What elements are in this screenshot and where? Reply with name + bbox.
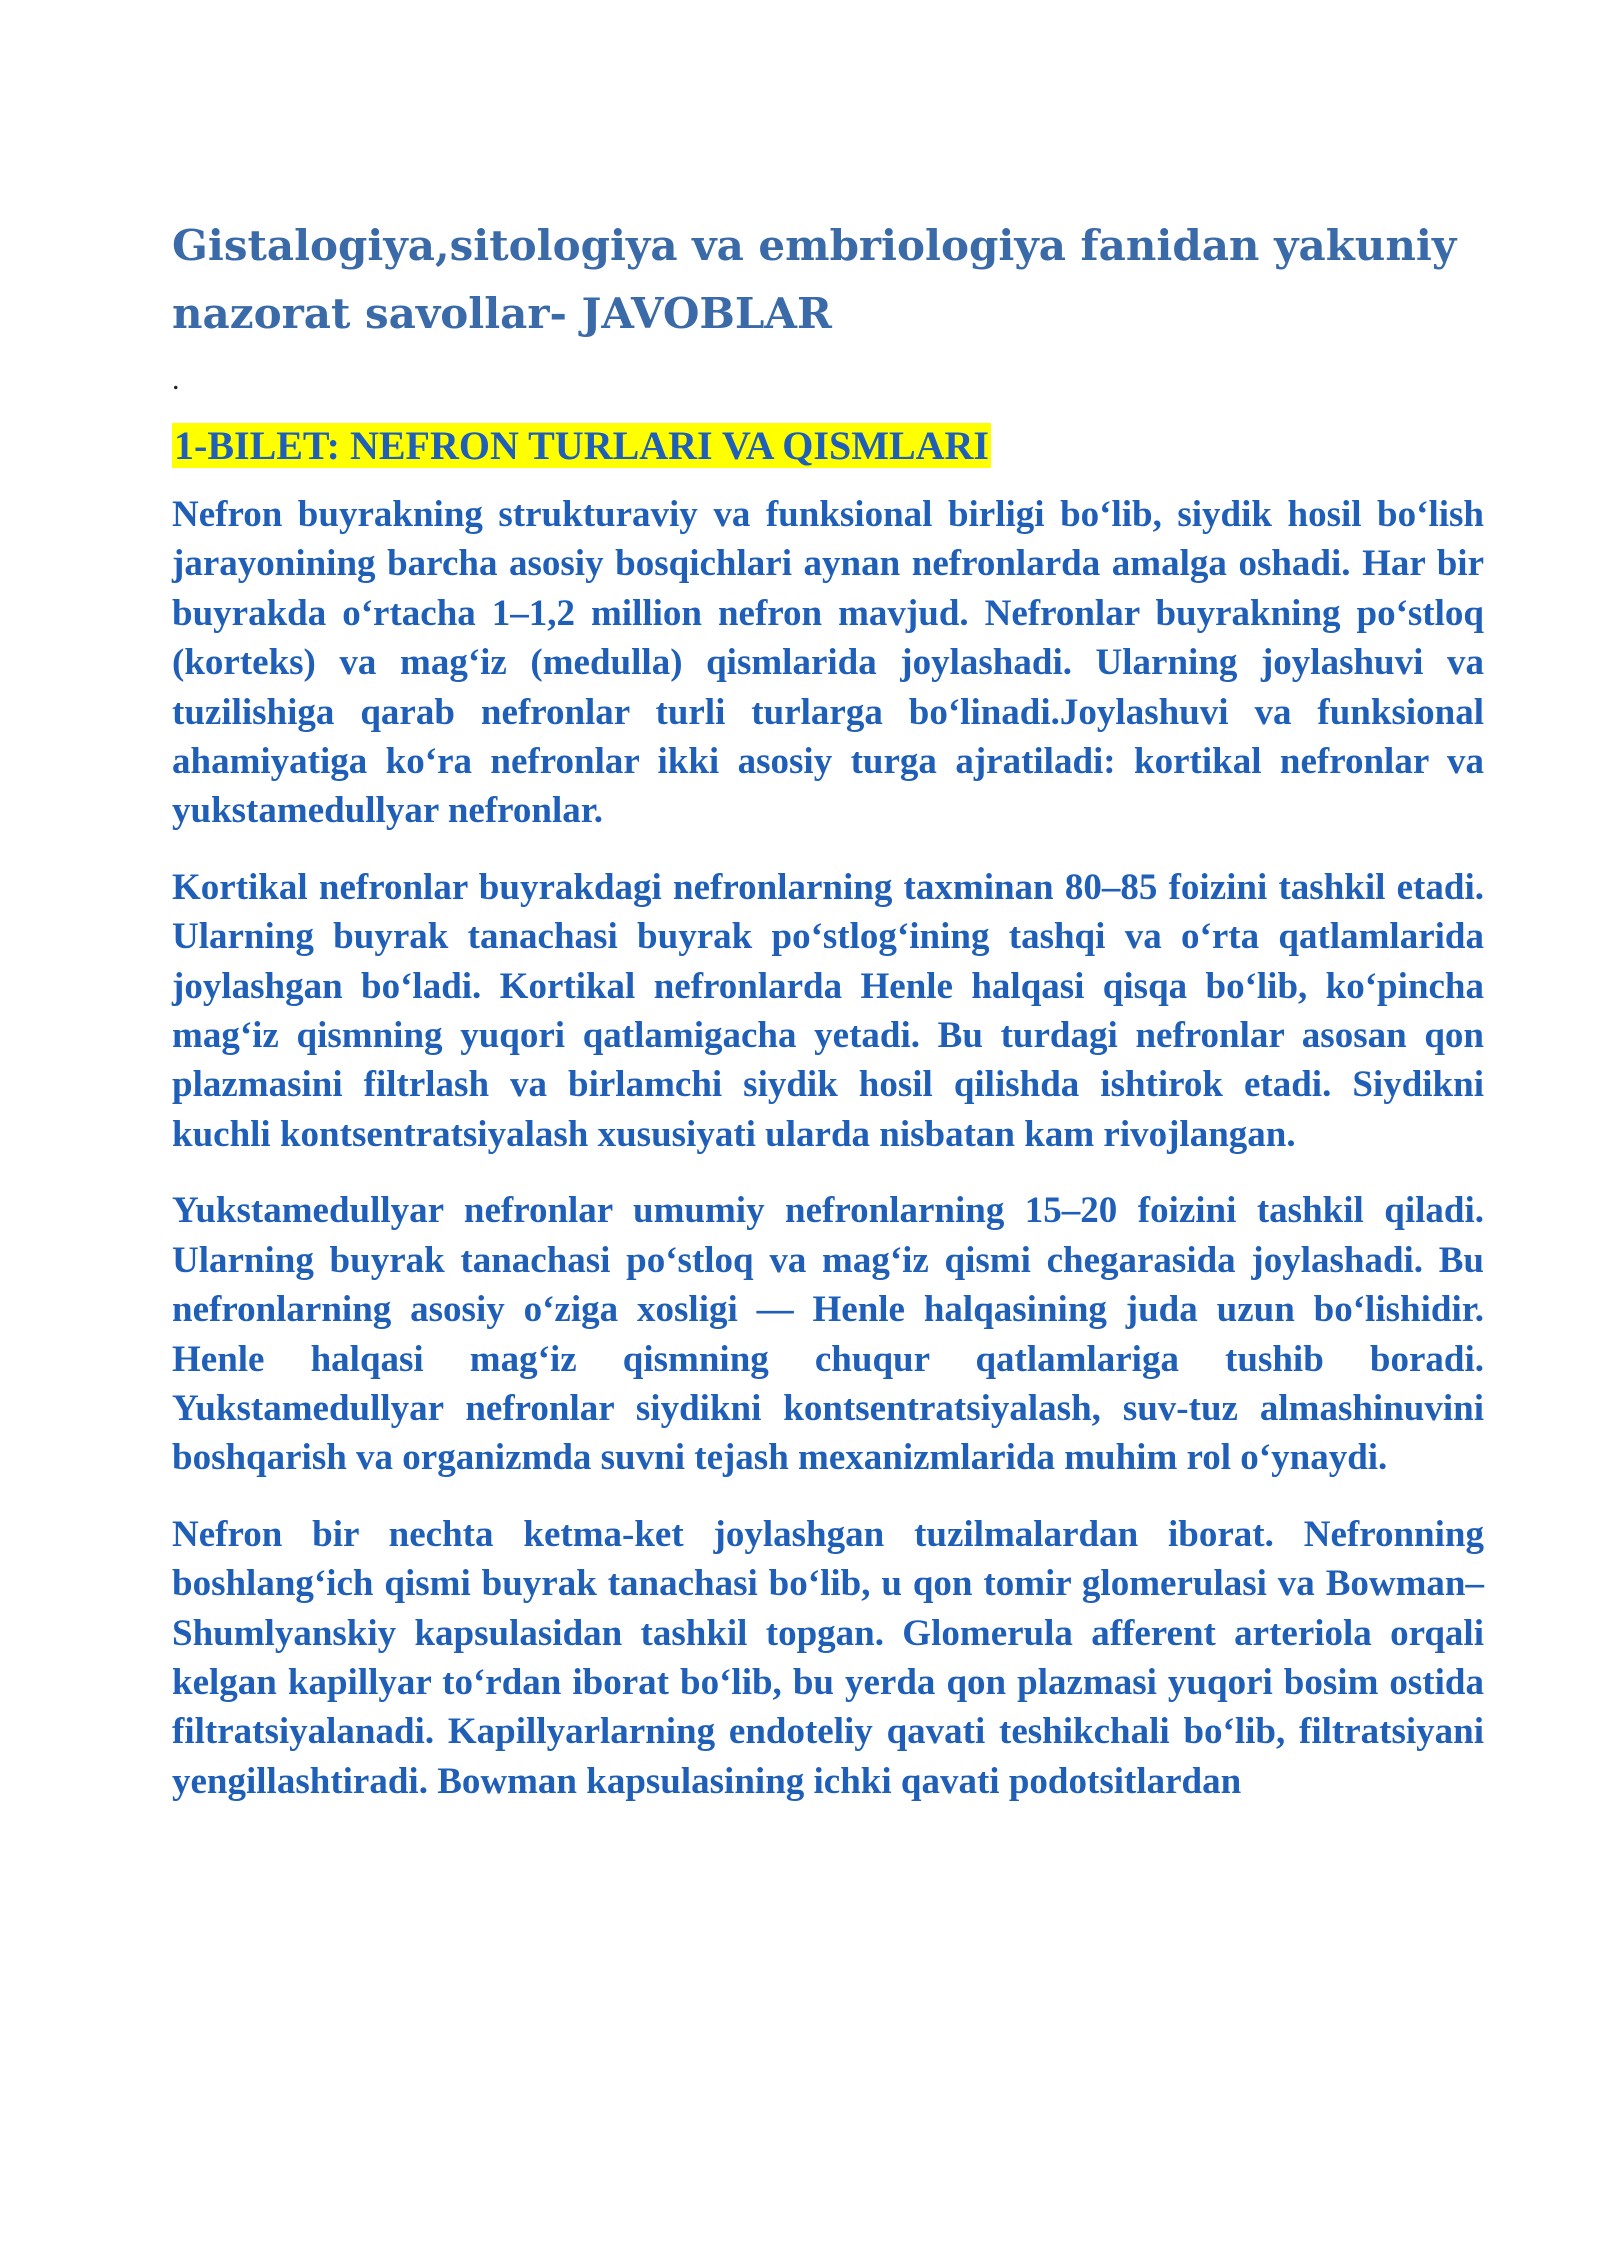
paragraph-cortical-nephrons: Kortikal nefronlar buyrakdagi nefronlarning taxminan 80–85 foizini tashkil etadi. Ularning buyrak tanachasi buyrak po‘stlog‘ining tashqi va o‘rta qatlamlarida joylashgan bo‘ladi. Kortikal nefronlarda Henle halqasi qisqa bo‘lib, ko‘pincha mag‘iz qismning yuqori qatlamigacha yetadi. Bu turdagi nefronlar asosan qon plazmasini filtrlash va birlamchi siydik hosil qilishda ishtirok etadi. Siydikni kuchli kontsentratsiyalash xususiyati ularda nisbatan kam rivojlangan. [172, 866, 1484, 1155]
document-title: Gistalogiya,sitologiya va embriologiya fanidan yakuniy nazorat savollar- JAVOBLAR [172, 221, 1457, 338]
section-heading-highlight: 1-BILET: NEFRON TURLARI VA QISMLARI [174, 423, 989, 468]
paragraph-nephron-intro: Nefron buyrakning strukturaviy va funksional birligi bo‘lib, siydik hosil bo‘lish jarayonining barcha asosiy bosqichlari aynan nefronlarda amalga oshadi. Har bir buyrakda o‘rtacha 1–1,2 million nefron mavjud. Nefronlar buyrakning po‘stloq (korteks) va mag‘iz (medulla) qismlarida joylashadi. Ularning joylashuvi va tuzilishiga qarab nefronlar turli turlarga bo‘linadi.Joylashuvi va funksional ahamiyatiga ko‘ra nefronlar ikki asosiy turga ajratiladi: kortikal nefronlar va yukstamedullyar nefronlar. [172, 494, 1484, 832]
section-heading [172, 418, 1484, 474]
page-content [172, 212, 1484, 1806]
paragraph-juxtamedullary-nephrons: Yukstamedullyar nefronlar umumiy nefronlarning 15–20 foizini tashkil qiladi. Ularning buyrak tanachasi po‘stloq va mag‘iz qismi chegarasida joylashadi. Bu nefronlarning asosiy o‘ziga xosligi — Henle halqasining juda uzun bo‘lishidir. Henle halqasi mag‘iz qismning chuqur qatlamlariga tushib boradi. Yukstamedullyar nefronlar siydikni kontsentratsiyalash, suv-tuz almashinuvini boshqarish va organizmda suvni tejash mexanizmlarida muhim rol o‘ynaydi. [172, 1190, 1484, 1479]
paragraph-nephron-structure: Nefron bir nechta ketma-ket joylashgan tuzilmalardan iborat. Nefronning boshlang‘ich qismi buyrak tanachasi bo‘lib, u qon tomir glomerulasi va Bowman–Shumlyanskiy kapsulasidan tashkil topgan. Glomerula afferent arteriola orqali kelgan kapillyar to‘rdan iborat bo‘lib, bu yerda qon plazmasi yuqori bosim ostida filtratsiyalanadi. Kapillyarlarning endoteliy qavati teshikchali bo‘lib, filtratsiyani yengillashtiradi. Bowman kapsulasining ichki qavati podotsitlardan [172, 1513, 1484, 1802]
separator-dot: . [172, 363, 180, 396]
